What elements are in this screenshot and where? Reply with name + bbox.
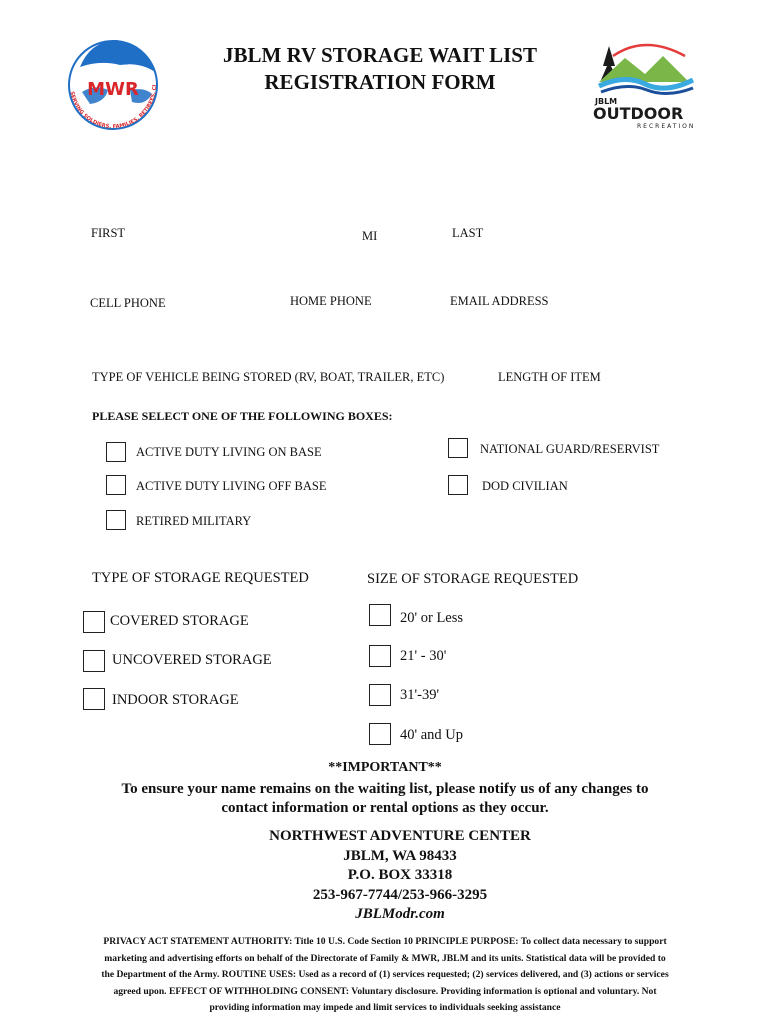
size-21-30-checkbox[interactable] — [369, 645, 391, 667]
jblm-mwr-logo — [60, 32, 166, 138]
important-line-2: contact information or rental options as they occur. — [221, 800, 549, 816]
vehicle-type-label: TYPE OF VEHICLE BEING STORED (RV, BOAT, TRAILER, ETC) — [92, 370, 445, 384]
website-link[interactable]: JBLModr.com — [355, 906, 445, 922]
size-21-30-label: 21' - 30' — [400, 648, 447, 664]
cell-phone-label: CELL PHONE — [90, 296, 166, 310]
size-40-and-up-label: 40' and Up — [400, 727, 464, 743]
po-box: P.O. BOX 33318 — [347, 867, 453, 883]
important-line-1: To ensure your name remains on the waiting list, please notify us of any changes to — [121, 781, 649, 797]
active-duty-on-base-label: ACTIVE DUTY LIVING ON BASE — [136, 445, 322, 459]
storage-type-heading: TYPE OF STORAGE REQUESTED — [92, 570, 309, 586]
size-20-or-less-checkbox[interactable] — [369, 604, 391, 626]
odr-logo-main-text: OUTDOOR — [593, 104, 684, 123]
important-heading: **IMPORTANT** — [328, 760, 442, 775]
page-title — [160, 42, 600, 96]
email-address-label: EMAIL ADDRESS — [450, 294, 549, 308]
title-line-2: REGISTRATION FORM — [264, 70, 496, 94]
center-name: NORTHWEST ADVENTURE CENTER — [269, 828, 531, 844]
storage-size-heading: SIZE OF STORAGE REQUESTED — [367, 571, 579, 587]
active-duty-on-base-checkbox[interactable] — [106, 442, 126, 462]
first-name-label: FIRST — [91, 226, 126, 240]
dod-civilian-checkbox[interactable] — [448, 475, 468, 495]
national-guard-reservist-checkbox[interactable] — [448, 438, 468, 458]
size-20-or-less-label: 20' or Less — [400, 610, 464, 626]
indoor-storage-checkbox[interactable] — [83, 688, 105, 710]
odr-logo-sub-text: RECREATION — [637, 123, 696, 130]
retired-military-checkbox[interactable] — [106, 510, 126, 530]
mwr-logo-top-text: JBLM — [97, 68, 129, 81]
mwr-logo-ring-text: SERVING SOLDIERS, FAMILIES, RETIREES, CI — [68, 84, 159, 131]
national-guard-reservist-label: NATIONAL GUARD/RESERVIST — [480, 442, 660, 456]
uncovered-storage-label: UNCOVERED STORAGE — [112, 652, 272, 668]
active-duty-off-base-label: ACTIVE DUTY LIVING OFF BASE — [136, 479, 327, 493]
size-31-39-label: 31'-39' — [400, 687, 440, 703]
privacy-line-3: the Department of the Army. ROUTINE USES: Used as a record of (1) services requested; (2) services delivered, and (3) actions or services — [101, 969, 669, 980]
covered-storage-checkbox[interactable] — [83, 611, 105, 633]
dod-civilian-label: DOD CIVILIAN — [482, 479, 568, 493]
city-state-zip: JBLM, WA 98433 — [343, 847, 457, 864]
privacy-line-5: providing information may impede and limit services to individuals seeking assistance — [209, 1002, 561, 1013]
jblm-outdoor-recreation-logo — [585, 36, 705, 132]
indoor-storage-label: INDOOR STORAGE — [112, 692, 239, 708]
phone-numbers: 253-967-7744/253-966-3295 — [312, 886, 488, 903]
privacy-line-4: agreed upon. EFFECT OF WITHHOLDING CONSENT: Voluntary disclosure. Providing information is optional and voluntary. Not — [113, 985, 657, 997]
title-line-1: JBLM RV STORAGE WAIT LIST — [223, 43, 537, 67]
odr-logo-small-text: JBLM — [595, 97, 618, 106]
covered-storage-label: COVERED STORAGE — [110, 613, 249, 629]
privacy-line-1: PRIVACY ACT STATEMENT AUTHORITY: Title 10 U.S. Code Section 10 PRINCIPLE PURPOSE: To collect data necessary to support — [103, 936, 667, 947]
size-40-and-up-checkbox[interactable] — [369, 723, 391, 745]
privacy-act-statement — [44, 934, 726, 1017]
home-phone-label: HOME PHONE — [290, 294, 372, 308]
status-selection-heading: PLEASE SELECT ONE OF THE FOLLOWING BOXES: — [92, 409, 393, 423]
mwr-logo-main-text: MWR — [87, 79, 139, 100]
uncovered-storage-checkbox[interactable] — [83, 650, 105, 672]
address-block — [200, 827, 600, 925]
item-length-label: LENGTH OF ITEM — [498, 370, 601, 384]
last-name-label: LAST — [452, 226, 484, 240]
retired-military-label: RETIRED MILITARY — [136, 514, 252, 528]
privacy-line-2: marketing and advertising efforts on behalf of the Directorate of Family & MWR, JBLM and its units. Statistical data will be provided to — [104, 952, 666, 964]
active-duty-off-base-checkbox[interactable] — [106, 475, 126, 495]
size-31-39-checkbox[interactable] — [369, 684, 391, 706]
important-notice — [60, 780, 710, 818]
middle-initial-label: MI — [362, 229, 378, 243]
